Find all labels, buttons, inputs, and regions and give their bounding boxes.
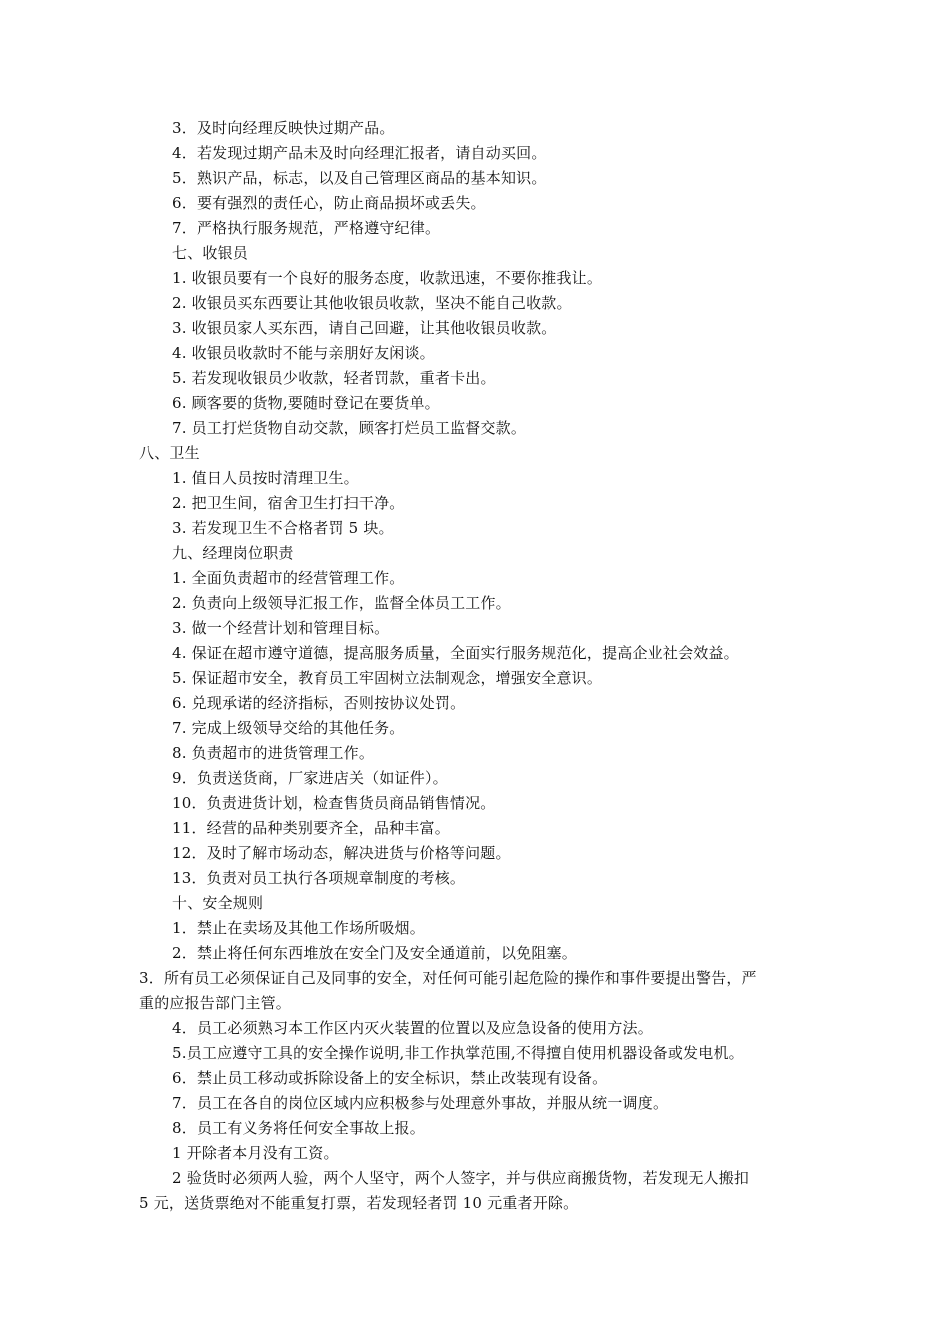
list-item: 8. 负责超市的进货管理工作。 [172,744,375,762]
list-item: 7．员工在各自的岗位区域内应积极参与处理意外事故，并服从统一调度。 [172,1094,669,1112]
list-item: 4. 收银员收款时不能与亲朋好友闲谈。 [172,344,435,362]
section-heading-safety-rules: 十、安全规则 [172,894,264,912]
section-heading-manager-duties: 九、经理岗位职责 [172,544,294,562]
list-item: 13．负责对员工执行各项规章制度的考核。 [172,869,466,887]
list-item: 5. 保证超市安全，教育员工牢固树立法制观念，增强安全意识。 [172,669,603,687]
list-item: 12．及时了解市场动态，解决进货与价格等问题。 [172,844,511,862]
list-item: 9．负责送货商，厂家进店关（如证件）。 [172,769,448,787]
note-item: 2 验货时必须两人验，两个人坚守，两个人签字，并与供应商搬货物，若发现无人搬扣 [172,1169,750,1187]
list-item: 3．所有员工必须保证自己及同事的安全，对任何可能引起危险的操作和事件要提出警告，严 [139,969,757,987]
list-item: 10．负责进货计划，检查售货员商品销售情况。 [172,794,496,812]
list-item-continuation: 重的应报告部门主管。 [139,994,292,1012]
list-item: 1．禁止在卖场及其他工作场所吸烟。 [172,919,425,937]
list-item: 6. 兑现承诺的经济指标，否则按协议处罚。 [172,694,466,712]
list-item: 7．严格执行服务规范，严格遵守纪律。 [172,219,441,237]
list-item: 5.员工应遵守工具的安全操作说明,非工作执掌范围,不得擅自使用机器设备或发电机。 [172,1044,744,1062]
list-item: 6．禁止员工移动或拆除设备上的安全标识，禁止改装现有设备。 [172,1069,608,1087]
list-item: 4. 保证在超市遵守道德，提高服务质量，全面实行服务规范化，提高企业社会效益。 [172,644,739,662]
list-item: 5．熟识产品，标志，以及自己管理区商品的基本知识。 [172,169,547,187]
list-item: 8．员工有义务将任何安全事故上报。 [172,1119,425,1137]
list-item: 11．经营的品种类别要齐全，品种丰富。 [172,819,450,837]
list-item: 2. 收银员买东西要让其他收银员收款，坚决不能自己收款。 [172,294,572,312]
list-item: 7. 员工打烂货物自动交款，顾客打烂员工监督交款。 [172,419,527,437]
list-item: 3. 收银员家人买东西，请自己回避，让其他收银员收款。 [172,319,557,337]
list-item: 3．及时向经理反映快过期产品。 [172,119,395,137]
section-heading-hygiene: 八、卫生 [139,444,200,462]
section-heading-cashier: 七、收银员 [172,244,249,262]
list-item: 2. 把卫生间，宿舍卫生打扫干净。 [172,494,405,512]
list-item: 1. 值日人员按时清理卫生。 [172,469,359,487]
note-item-continuation: 5 元，送货票绝对不能重复打票，若发现轻者罚 10 元重者开除。 [139,1194,579,1212]
list-item: 7. 完成上级领导交给的其他任务。 [172,719,405,737]
list-item: 2. 负责向上级领导汇报工作，监督全体员工工作。 [172,594,511,612]
list-item: 6．要有强烈的责任心，防止商品损坏或丢失。 [172,194,486,212]
list-item: 4．员工必须熟习本工作区内灭火装置的位置以及应急设备的使用方法。 [172,1019,653,1037]
list-item: 6. 顾客要的货物,要随时登记在要货单。 [172,394,440,412]
list-item: 2．禁止将任何东西堆放在安全门及安全通道前，以免阻塞。 [172,944,577,962]
list-item: 1. 收银员要有一个良好的服务态度，收款迅速，不要你推我让。 [172,269,603,287]
list-item: 4．若发现过期产品未及时向经理汇报者，请自动买回。 [172,144,547,162]
list-item: 1. 全面负责超市的经营管理工作。 [172,569,405,587]
list-item: 3. 做一个经营计划和管理目标。 [172,619,390,637]
list-item: 3. 若发现卫生不合格者罚 5 块。 [172,519,394,537]
note-item: 1 开除者本月没有工资。 [172,1144,339,1162]
list-item: 5. 若发现收银员少收款，轻者罚款，重者卡出。 [172,369,496,387]
